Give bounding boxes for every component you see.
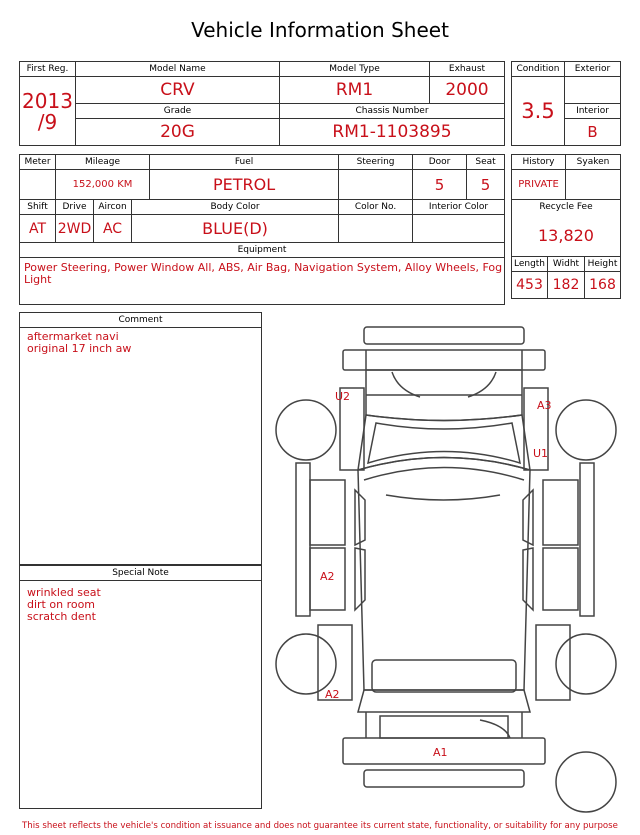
- comment-text: [20, 328, 261, 355]
- exhaust-label: Exhaust: [430, 62, 505, 77]
- length-value: 453: [512, 272, 548, 299]
- vehicle-info-table: [19, 61, 505, 146]
- aircon-label: Aircon: [94, 200, 132, 215]
- mark-u2: U2: [335, 390, 351, 403]
- grade-label: Grade: [76, 104, 280, 119]
- height-value: 168: [585, 272, 621, 299]
- history-value: PRIVATE: [512, 170, 566, 200]
- sheet-title: Vehicle Information Sheet: [191, 18, 449, 42]
- recycle-fee-label: Recycle Fee: [512, 200, 621, 215]
- history-table: [511, 154, 621, 299]
- body-color-label: Body Color: [132, 200, 339, 215]
- door-label: Door: [413, 155, 467, 170]
- shift-value: AT: [20, 215, 56, 243]
- drive-label: Drive: [56, 200, 94, 215]
- meter-value: [20, 170, 56, 200]
- special-note-label: Special Note: [20, 566, 261, 581]
- syaken-value: [566, 170, 621, 200]
- equipment-label: Equipment: [20, 243, 505, 258]
- comment-line: original 17 inch aw: [27, 342, 132, 355]
- door-value: 5: [413, 170, 467, 200]
- first-reg-month: /9: [37, 110, 58, 134]
- recycle-fee-value: 13,820: [512, 214, 621, 257]
- mark-u1: U1: [533, 447, 549, 460]
- car-damage-diagram: [270, 318, 628, 818]
- first-reg-cell: [20, 77, 76, 146]
- chassis-value: RM1-1103895: [280, 119, 505, 146]
- disclaimer-footer: This sheet reflects the vehicle's condition at issuance and does not guarantee its current state, functionality, or suitability for any purpose: [22, 821, 618, 831]
- aircon-value: AC: [94, 215, 132, 243]
- interior-color-label: Interior Color: [413, 200, 505, 215]
- shift-label: Shift: [20, 200, 56, 215]
- mark-a1: A1: [433, 746, 448, 759]
- color-no-value: [339, 215, 413, 243]
- drive-value: 2WD: [56, 215, 94, 243]
- width-value: 182: [548, 272, 585, 299]
- note-line: wrinkled seat: [27, 586, 101, 599]
- note-line: dirt on room: [27, 598, 96, 611]
- first-reg-label: First Reg.: [20, 62, 76, 77]
- steering-label: Steering: [339, 155, 413, 170]
- color-no-label: Color No.: [339, 200, 413, 215]
- exterior-value: [565, 77, 621, 104]
- condition-table: [511, 61, 621, 146]
- comment-line: aftermarket navi: [27, 330, 119, 343]
- seat-value: 5: [467, 170, 505, 200]
- mileage-label: Mileage: [56, 155, 150, 170]
- model-type-label: Model Type: [280, 62, 430, 77]
- syaken-label: Syaken: [566, 155, 621, 170]
- interior-value: B: [565, 119, 621, 146]
- body-color-value: BLUE(D): [132, 215, 339, 243]
- mark-a3: A3: [537, 399, 552, 412]
- steering-value: [339, 170, 413, 200]
- meter-label: Meter: [20, 155, 56, 170]
- width-label: Widht: [548, 257, 585, 272]
- exhaust-value: 2000: [430, 77, 505, 104]
- fuel-label: Fuel: [150, 155, 339, 170]
- model-name-value: CRV: [76, 77, 280, 104]
- note-line: scratch dent: [27, 610, 96, 623]
- mark-a2-rear: A2: [325, 688, 340, 701]
- length-label: Length: [512, 257, 548, 272]
- grade-value: 20G: [76, 119, 280, 146]
- model-name-label: Model Name: [76, 62, 280, 77]
- chassis-label: Chassis Number: [280, 104, 505, 119]
- fuel-value: PETROL: [150, 170, 339, 200]
- special-note-text: [20, 581, 261, 623]
- condition-label: Condition: [512, 62, 565, 77]
- mileage-value: 152,000 KM: [56, 170, 150, 200]
- special-note-box: [19, 565, 262, 809]
- history-label: History: [512, 155, 566, 170]
- model-type-value: RM1: [280, 77, 430, 104]
- specs-table: [19, 154, 505, 305]
- first-reg-year: 2013: [22, 89, 73, 113]
- mark-a2-side: A2: [320, 570, 335, 583]
- exterior-label: Exterior: [565, 62, 621, 77]
- comment-label: Comment: [20, 313, 261, 328]
- comment-box: [19, 312, 262, 565]
- height-label: Height: [585, 257, 621, 272]
- interior-label: Interior: [565, 104, 621, 119]
- seat-label: Seat: [467, 155, 505, 170]
- condition-value: 3.5: [512, 77, 565, 146]
- interior-color-value: [413, 215, 505, 243]
- equipment-value: Power Steering, Power Window All, ABS, Air Bag, Navigation System, Alloy Wheels, Fog Light: [20, 258, 505, 305]
